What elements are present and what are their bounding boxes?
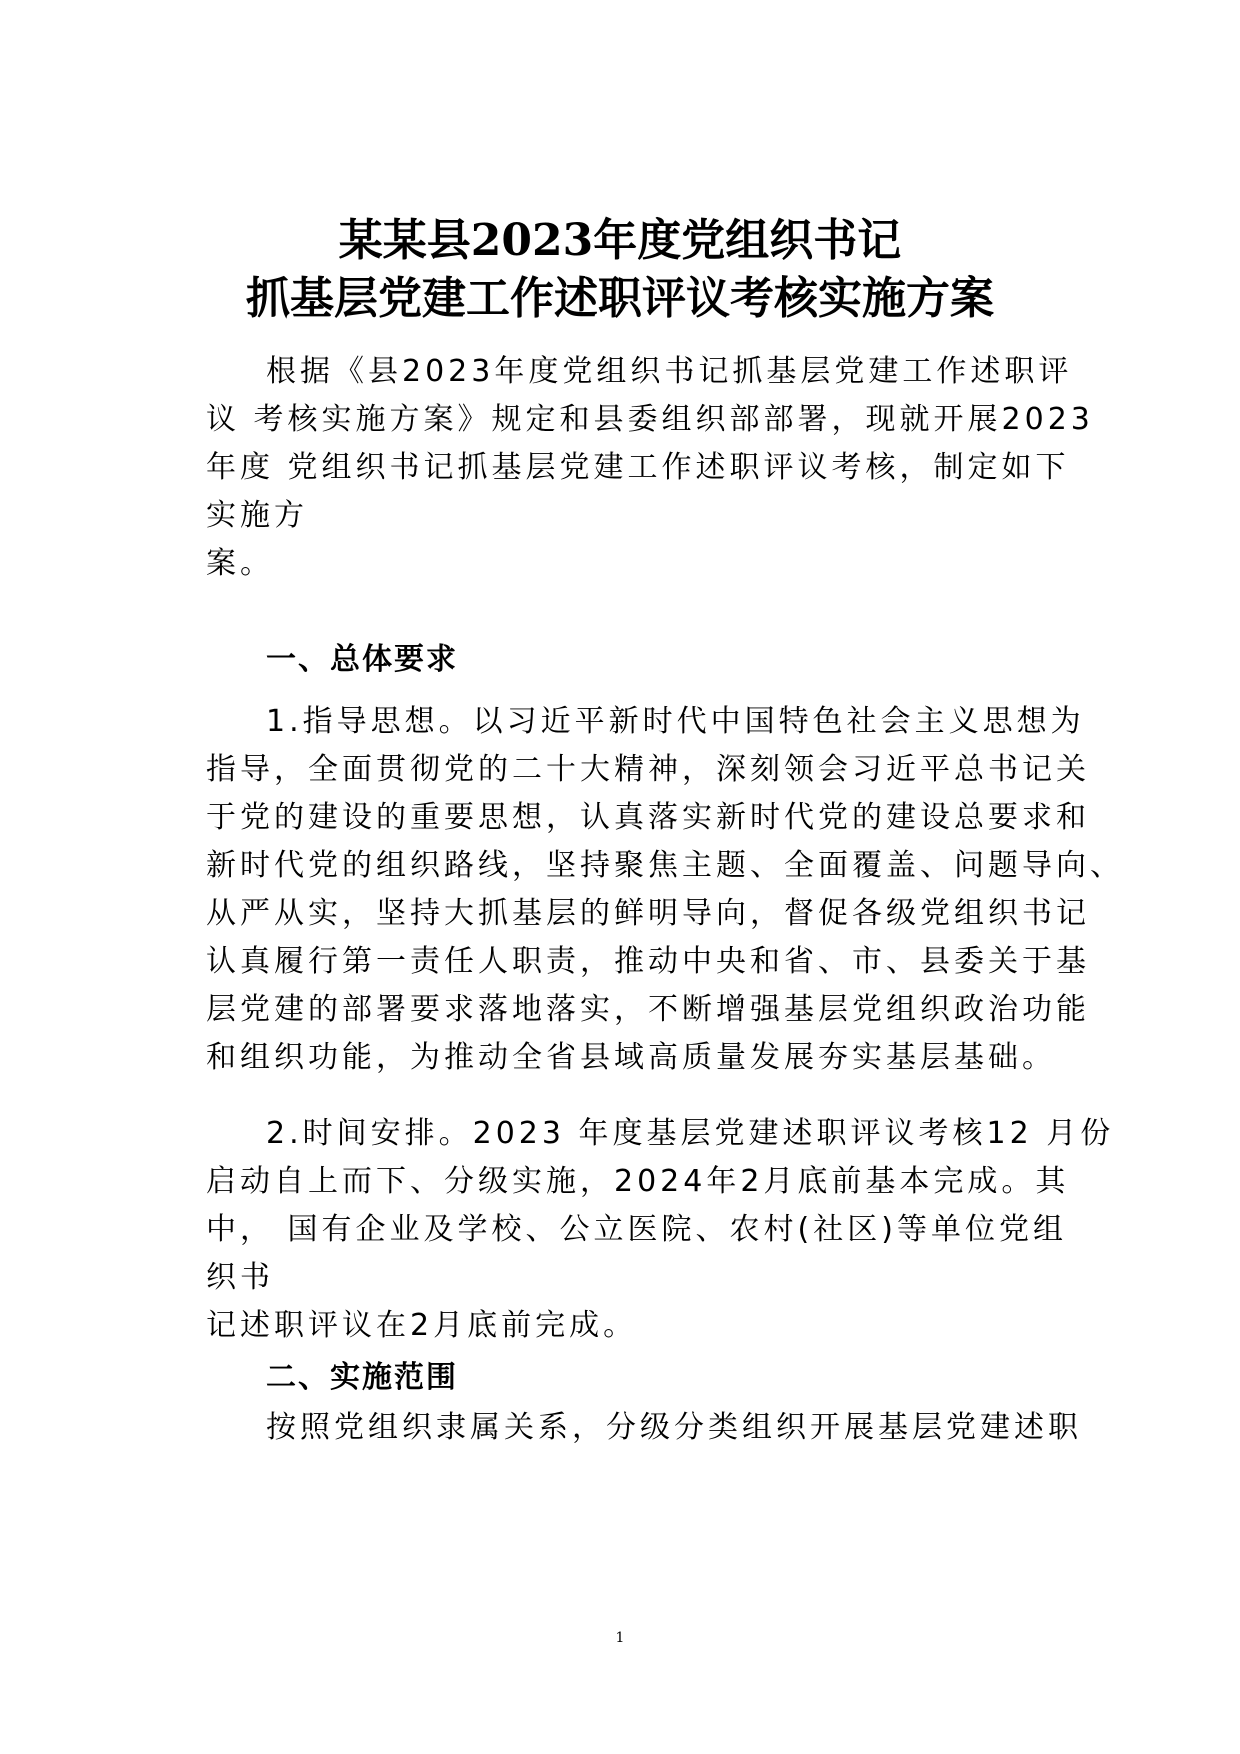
paragraph-line: 按照党组织隶属关系，分级分类组织开展基层党建述职 <box>266 1410 1082 1445</box>
paragraph-line: 认真履行第一责任人职责，推动中央和省、市、县委关于基 <box>206 944 1090 979</box>
paragraph-line: 新时代党的组织路线，坚持聚焦主题、全面覆盖、问题导向、 <box>206 848 1124 883</box>
paragraph-line: 记述职评议在2月底前完成。 <box>206 1308 638 1343</box>
intro-line: 议 考核实施方案》规定和县委组织部部署，现就开展2023 <box>206 402 1094 437</box>
intro-line: 年度 党组织书记抓基层党建工作述职评议考核，制定如下 <box>206 450 1070 485</box>
paragraph-line: 从严从实，坚持大抓基层的鲜明导向，督促各级党组织书记 <box>206 896 1090 931</box>
paragraph-line: 和组织功能，为推动全省县域高质量发展夯实基层基础。 <box>206 1040 1056 1075</box>
intro-line: 根据《县2023年度党组织书记抓基层党建工作述职评 <box>266 354 1073 389</box>
section-heading-scope: 二、实施范围 <box>266 1360 458 1395</box>
paragraph-line: 中， 国有企业及学校、公立医院、农村(社区)等单位党组 <box>206 1212 1067 1247</box>
paragraph-line: 层党建的部署要求落地落实，不断增强基层党组织政治功能 <box>206 992 1090 1027</box>
document-title <box>0 212 1240 328</box>
scope-paragraph <box>206 1404 1090 1452</box>
intro-line: 实施方 <box>206 498 308 533</box>
schedule-paragraph <box>206 1110 1115 1350</box>
guiding-thought-paragraph <box>206 698 1124 1082</box>
title-line-2: 抓基层党建工作述职评议考核实施方案 <box>246 273 994 324</box>
intro-line: 案。 <box>206 546 274 581</box>
paragraph-line: 指导，全面贯彻党的二十大精神，深刻领会习近平总书记关 <box>206 752 1090 787</box>
paragraph-line: 1.指导思想。以习近平新时代中国特色社会主义思想为 <box>266 704 1085 739</box>
title-line-1: 某某县2023年度党组织书记 <box>338 215 902 266</box>
paragraph-line: 于党的建设的重要思想，认真落实新时代党的建设总要求和 <box>206 800 1090 835</box>
paragraph-line: 启动自上而下、分级实施，2024年2月底前基本完成。其 <box>206 1164 1070 1199</box>
section-heading-overall-requirements: 一、总体要求 <box>266 642 458 677</box>
page-number: 1 <box>615 1630 625 1646</box>
paragraph-line: 2.时间安排。2023 年度基层党建述职评议考核12 月份 <box>266 1116 1115 1151</box>
paragraph-line: 织书 <box>206 1260 274 1295</box>
intro-paragraph <box>206 348 1094 588</box>
